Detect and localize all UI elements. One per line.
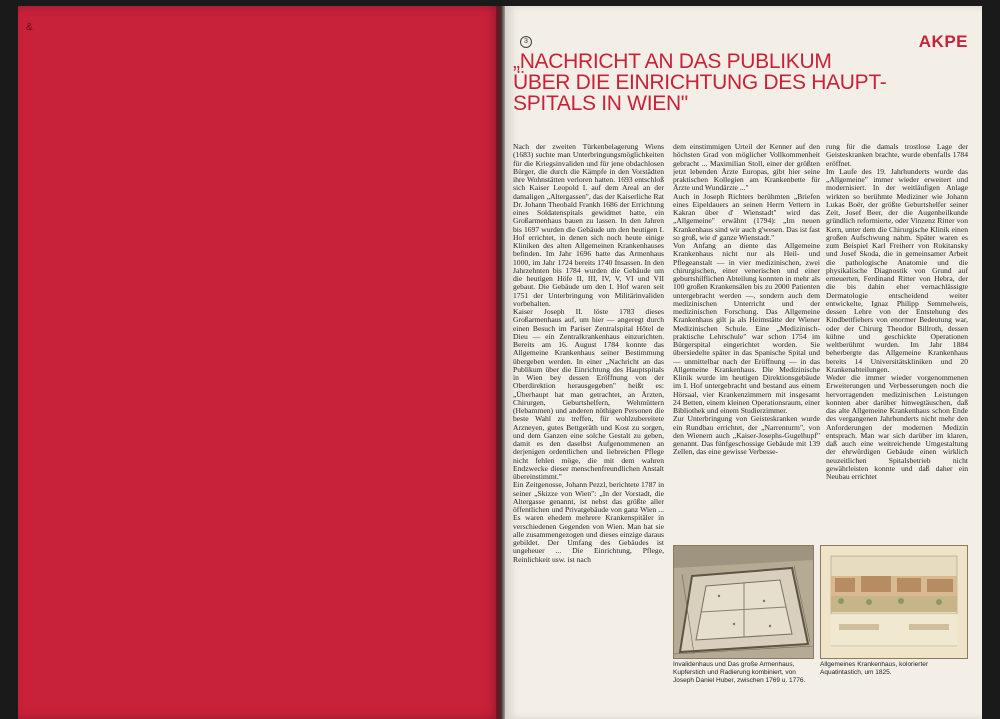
engraving-image bbox=[673, 545, 814, 659]
aquatint-picture bbox=[821, 546, 967, 658]
paragraph: dem einstimmigen Urteil der Kenner auf den höchsten Grad von möglicher Vollkommenheit gebracht ... Maximilian Stoll, einer der größten jetzt lebenden Ärzte Europas, gibt hier seine praktischen Kollegien am Krankenbette für Ärzte und Wundärzte ..." bbox=[673, 143, 820, 193]
paragraph: Zur Unterbringung von Geisteskranken wurde ein Rundbau errichtet, der „Narrenturm", von den Wienern auch „Kaiser-Josephs-Gugelhupf" genannt. Das fünfgeschossige Gebäude mit 139 Zellen, das eine gewisse Verbesse- bbox=[673, 414, 820, 457]
paragraph: Weder die immer wieder vorgenommenen Erweiterungen und Verbesserungen noch die hervorragenden medizinischen Leistungen konnten aber darüber hinwegtäuschen, daß das alte Allgemeine Krankenhaus schon Ende des vergangenen Jahrhunderts nicht mehr den Anforderungen der modernen Medizin entsprach. Man war sich darüber im klaren, daß auch eine weitreichende Umgestaltung der ehrwürdigen Gebäude einen wirklich neuzeitlichen Spitalsbetrieb nicht gewährleisten konnte und daß daher ein Neubau errichtet bbox=[826, 373, 968, 481]
page-number-badge: 3 bbox=[520, 36, 532, 48]
right-page bbox=[505, 6, 982, 719]
figure-caption: Invalidenhaus und Das große Armenhaus, Kupferstich und Radierung kombiniert, von Joseph Daniel Huber, zwischen 1769 u. 1776. bbox=[673, 661, 806, 684]
paragraph: Kaiser Joseph II. löste 1783 dieses Großarmenhaus auf, um hier — angeregt durch einen Besuch im Pariser Zentralspital Hôtel de Dieu — ein Zentralkrankenhaus einzurichten. Bereits am 16. August 1784 konnte das Allgemeine Krankenhaus seiner Bestimmung übergeben werden. In einer „Nachricht an das Publikum über die Einrichtung des Hauptspitals in Wien bey dessen Eröffnung von der Oberdirektion herausgegeben" heißt es: „Überhaupt hat man getrachtet, an Ärzten, Chirurgen, Geburtshelfern, Wehmüttern (Hebammen) und anderen nöthigen Personen die beste Wahl zu treffen, für wohlzubereitete Arzneyen, gutes Bettgeräth und Kost zu sorgen, und dem Ganzen eine solche Gestalt zu geben, damit es den daselbst Aufgenommenen an derjenigen ordentlichen und liebreichen Pflege nicht fehlen möge, die mit dem wahren Endzwecke dieser menschenfreundlichen Anstalt übereinstimmt." bbox=[513, 307, 664, 481]
corner-mark: & bbox=[26, 22, 33, 33]
title-line: ÜBER DIE EINRICHTUNG DES HAUPT- bbox=[513, 71, 887, 94]
figure-caption: Allgemeines Krankenhaus, kolorierter Aquatintastich, um 1825. bbox=[820, 661, 929, 676]
left-page-red-cover bbox=[18, 6, 500, 719]
title-line: SPITALS IN WIEN" bbox=[513, 92, 688, 115]
text-column-1 bbox=[513, 143, 664, 718]
paragraph: Auch in Joseph Richters berühmten „Briefen eines Eipeldauers an seinen Herrn Vettern in Kakran über d' Wienstadt" wird das „Allgemeine" erwähnt (1794): „Im neuen Krankenhaus sind wir auch g'wesen. Das ist fast so groß, wie d' ganze Wienstadt." bbox=[673, 191, 820, 242]
text-column-2 bbox=[673, 143, 820, 543]
text-column-3 bbox=[826, 143, 968, 543]
brand-label: AKPE bbox=[918, 32, 968, 51]
paragraph: Nach der zweiten Türkenbelagerung Wiens (1683) suchte man Unterbringungsmöglichkeiten für die Kriegsinvaliden und für jene obdachlosen Bürger, die durch die Kämpfe in den Vorstädten ihre Wohnstätten verloren hatten. 1693 entschloß sich Kaiser Leopold I. auf dem Areal an der damaligen „Altergassen", das der Kaiserliche Rat Dr. Johann Theobald Frankh 1686 der Errichtung eines Soldatenspitals gewidmet hatte, ein Großarmenhaus bauen zu lassen. In den Jahren bis 1697 wurden die Gebäude um den heutigen I. Hof errichtet, in denen sich noch heute einige Kliniken des alten Allgemeinen Krankenhauses befinden. Im Jahr 1696 hatte das Armenhaus 1000, im Jahr 1724 bereits 1740 Insassen. In den Jahrzehnten bis 1784 wurden die Gebäude um die heutigen Höfe II, III, IV, V, VI und VII gebaut. Die Gebäude um den I. Hof waren seit 1751 der Unterbringung von Militärinvaliden vorbehalten. bbox=[513, 143, 664, 308]
paragraph: Von Anfang an diente das Allgemeine Krankenhaus nicht nur als Heil- und Pflegeanstalt — in vier medizinischen, zwei chirurgischen, einer venerischen und einer geburtshilflichen Abteilung konnten in mehr als 100 großen Krankensälen bis zu 2000 Patienten untergebracht werden —, sondern auch dem medizinischen Unterricht und der medizinischen Forschung. Das Allgemeine Krankenhaus gilt ja als Heimstätte der Wiener Medizinischen Schule. Eine „Medizinisch-praktische Lehrschule" war schon 1754 im Bürgerspital eingerichtet worden. Sie übersiedelte später in das Spanische Spital und — unmittelbar nach der Eröffnung — in das Allgemeine Krankenhaus. Die Medizinische Klinik wurde im heutigen Direktionsgebäude im I. Hof untergebracht und bestand aus einem Hörsaal, vier Krankenzimmern mit insgesamt 24 Betten, einem kleinen Operationsraum, einer Bibliothek und einem Studierzimmer. bbox=[673, 241, 820, 415]
page-title bbox=[513, 51, 933, 114]
engraving-picture bbox=[674, 546, 813, 658]
paragraph: rung für die damals trostlose Lage der Geisteskranken brachte, wurde ebenfalls 1784 eröffnet. bbox=[826, 143, 968, 168]
paragraph: Im Laufe des 19. Jahrhunderts wurde das „Allgemeine" immer wieder erweitert und modernisiert. In der weitläufigen Anlage wirkten so berühmte Mediziner wie Johann Lukas Boër, der größte Geburtshelfer seiner Zeit, Josef Beer, der die Augenheilkunde gründlich reformierte, oder Vinzenz Ritter von Kern, unter dem die Chirurgische Klinik einen großen Aufschwung nahm. Später waren es zum Beispiel Karl Freiherr von Rokitansky und Josef Skoda, die in gemeinsamer Arbeit die pathologische Anatomie und die physikalische Diagnostik von Grund auf erneuerten, Ferdinand Ritter von Hebra, der die bis dahin eher vernachlässigte Dermatologie entscheidend weiter entwickelte, Ignaz Philipp Semmelweis, dessen Lehre von der Entstehung des Kindbettfiebers von enormer Bedeutung war, oder der Chirurg Theodor Billroth, dessen kühne und geschickte Operationen weltberühmt wurden. Im Jahr 1884 beherbergte das Allgemeine Krankenhaus bereits 14 Universitätskliniken und 20 Krankenabteilungen. bbox=[826, 166, 968, 374]
paragraph: Ein Zeitgenosse, Johann Pezzl, berichtete 1787 in seiner „Skizze von Wien": „In der Vorstadt, die Altergasse genannt, ist nebst das größte aller öffentlichen und Privatgebäude von ganz Wien ... Es waren ehedem mehrere Krankenspitäler in verschiedenen Gegenden von Wien. Man hat sie alle zusammengezogen und dieses einzige daraus gebildet. Der Umfang des Gebäudes ist ungeheuer ... Die Einrichtung, Pflege, Reinlichkeit usw. ist nach bbox=[513, 480, 664, 564]
title-line: „NACHRICHT AN DAS PUBLIKUM bbox=[513, 50, 832, 73]
aquatint-image bbox=[820, 545, 968, 659]
